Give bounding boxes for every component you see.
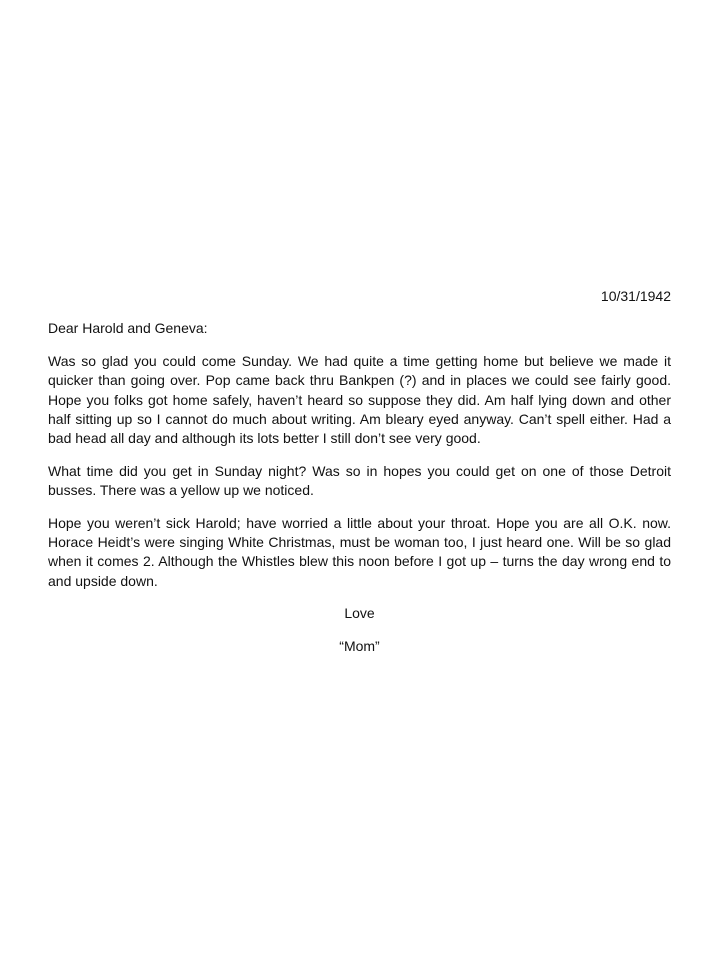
letter-closing: Love <box>344 605 375 622</box>
letter-body <box>48 287 671 656</box>
letter-signature: “Mom” <box>339 637 380 654</box>
letter-salutation: Dear Harold and Geneva: <box>48 320 208 337</box>
letter-paragraph-3: Hope you weren’t sick Harold; have worried a little about your throat. Hope you are all O.K. now. Horace Heidt’s were singing White Christmas, must be woman too, I just heard one. Will be so glad when it comes 2. Although the Whistles blew this noon before I got up – turns the day wrong end to and upside down. <box>48 514 671 589</box>
letter-paragraph-2: What time did you get in Sunday night? Was so in hopes you could get on one of those Detroit busses. There was a yellow up we noticed. <box>48 462 671 499</box>
letter-paragraph-1: Was so glad you could come Sunday. We had quite a time getting home but believe we made it quicker than going over. Pop came back thru Bankpen (?) and in places we could see fairly good. Hope you folks got home safely, haven’t heard so suppose they did. Am half lying down and other half sitting up so I cannot do much about writing. Am bleary eyed anyway. Can’t spell either. Had a bad head all day and although its lots better I still don’t see very good. <box>48 352 671 447</box>
letter-date: 10/31/1942 <box>600 288 671 304</box>
